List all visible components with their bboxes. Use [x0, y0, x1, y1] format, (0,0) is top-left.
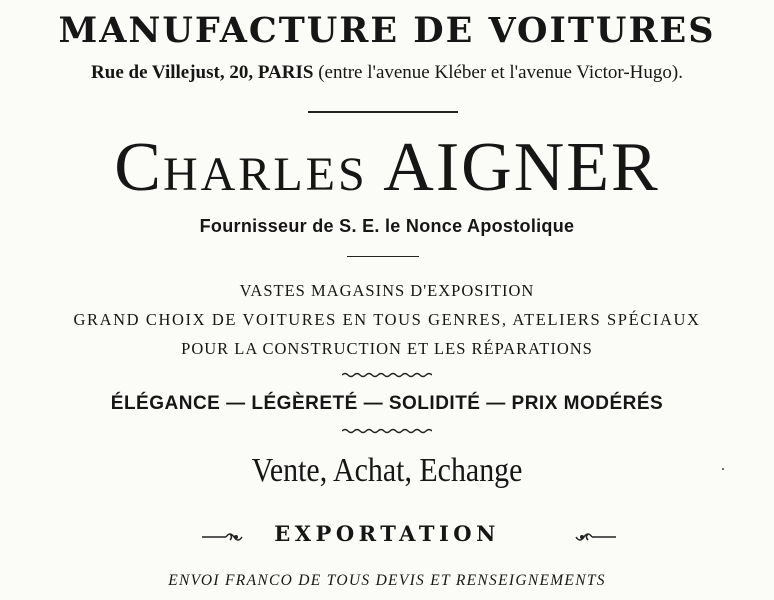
service-line-2: GRAND CHOIX DE VOITURES EN TOUS GENRES, ATELIERS SPÉCIAUX	[73, 310, 701, 329]
name-first-rest: HARLES	[162, 148, 368, 201]
export-heading: EXPORTATION	[274, 521, 500, 546]
supplier-line: Fournisseur de S. E. le Nonce Apostolique	[199, 216, 575, 236]
wavy-divider-upper	[342, 371, 432, 379]
name-surname: AIGNER	[383, 129, 660, 206]
address-street: Rue de Villejust, 20, PARIS	[91, 62, 314, 83]
qualities-line: ÉLÉGANCE — LÉGÈRETÉ — SOLIDITÉ — PRIX MODÉRÉS	[110, 393, 664, 414]
service-line-3: POUR LA CONSTRUCTION ET LES RÉPARATIONS	[181, 339, 593, 358]
footer-line: ENVOI FRANCO DE TOUS DEVIS ET RENSEIGNEMENTS	[168, 572, 606, 589]
trade-line: Vente, Achat, Echange	[251, 452, 523, 489]
wavy-divider-lower	[342, 427, 432, 435]
divider-rule-top	[308, 111, 458, 113]
service-line-1: VASTES MAGASINS D'EXPOSITION	[239, 281, 535, 300]
flourish-right-icon	[572, 530, 618, 544]
company-name	[0, 128, 774, 215]
address-note: (entre l'avenue Kléber et l'avenue Victor-Hugo).	[318, 62, 683, 83]
header-title: MANUFACTURE DE VOITURES	[58, 10, 716, 51]
divider-rule-middle	[347, 256, 419, 257]
name-first-initial: C	[114, 129, 163, 206]
address-line	[0, 62, 774, 84]
speck-mark	[722, 468, 724, 470]
